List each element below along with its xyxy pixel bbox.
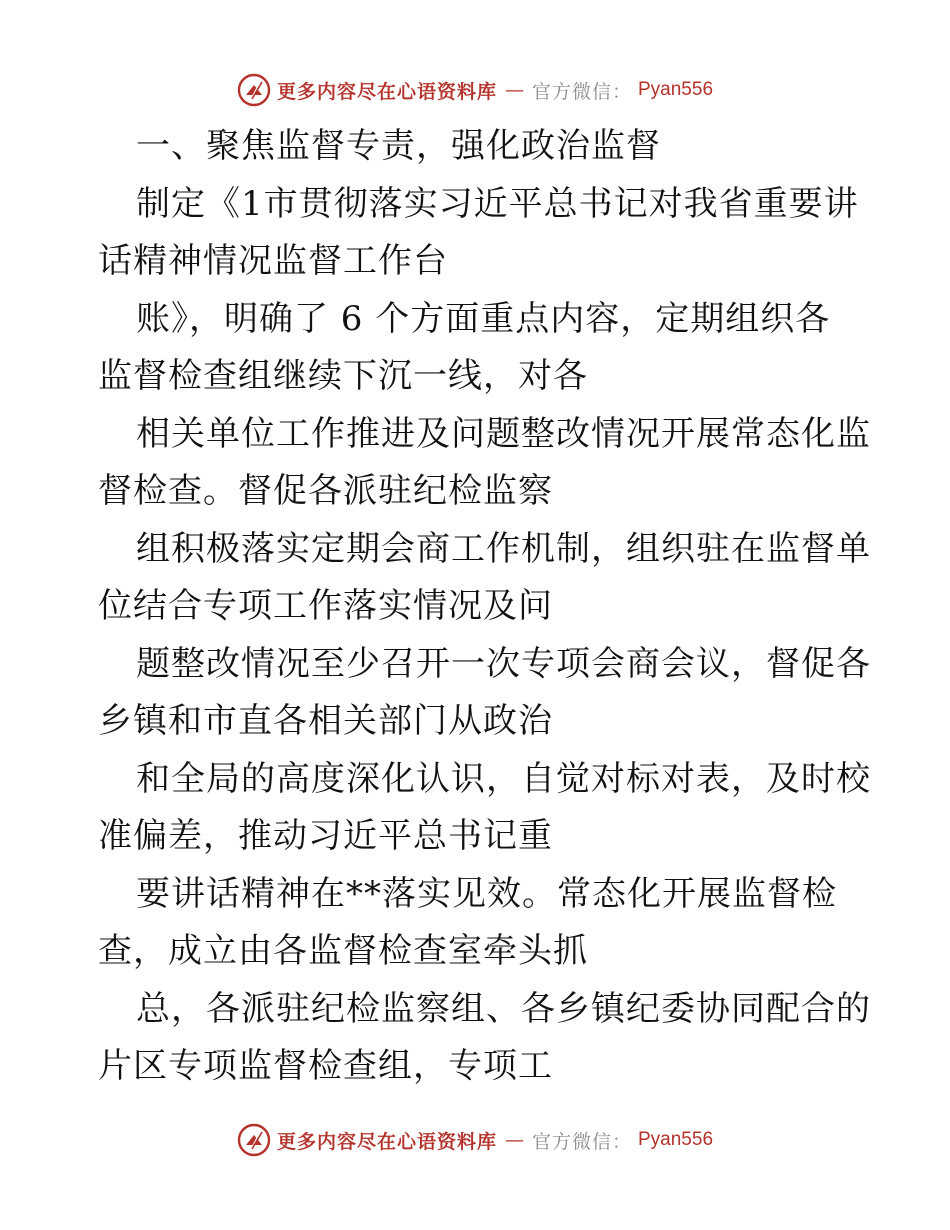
paragraph-line: 和全局的高度深化认识，自觉对标对表，及时校	[136, 758, 871, 799]
paragraph-line: 督检查。督促各派驻纪检监察	[98, 471, 553, 511]
document-body	[98, 118, 871, 1096]
paragraph-line: 相关单位工作推进及问题整改情况开展常态化监	[136, 413, 871, 454]
watermark-separator: —	[504, 1129, 524, 1151]
paragraph-line: 乡镇和市直各相关部门从政治	[98, 701, 553, 741]
watermark-account: Pyan556	[638, 1129, 714, 1150]
watermark-contact-label: 官方微信：	[531, 1130, 632, 1153]
book-quill-icon	[237, 1123, 271, 1157]
paragraph-line: 组积极落实定期会商工作机制，组织驻在监督单	[136, 528, 871, 569]
paragraph-line: 账》，明确了 6 个方面重点内容，定期组织各	[136, 298, 831, 339]
paragraph-line: 监督检查组继续下沉一线，对各	[98, 356, 588, 396]
watermark-brand: 更多内容尽在心语资料库	[276, 1130, 497, 1153]
paragraph-line: 位结合专项工作落实情况及问	[98, 586, 553, 626]
paragraph-line: 片区专项监督检查组，专项工	[98, 1046, 553, 1086]
paragraph-line: 准偏差，推动习近平总书记重	[98, 816, 553, 856]
paragraph-line: 制定《1市贯彻落实习近平总书记对我省重要讲	[136, 183, 859, 224]
paragraph-line: 要讲话精神在**落实见效。常态化开展监督检	[136, 873, 837, 914]
book-quill-icon	[237, 73, 271, 107]
watermark-banner-bottom	[0, 1120, 950, 1160]
watermark-account: Pyan556	[638, 79, 714, 100]
watermark-banner-top	[0, 70, 950, 110]
paragraph-line: 查，成立由各监督检查室牵头抓	[98, 931, 588, 971]
section-heading: 一、聚焦监督专责，强化政治监督	[136, 126, 661, 166]
paragraph-line: 总，各派驻纪检监察组、各乡镇纪委协同配合的	[136, 988, 871, 1029]
paragraph-line: 话精神情况监督工作台	[98, 241, 448, 281]
watermark-brand: 更多内容尽在心语资料库	[276, 80, 497, 103]
watermark-contact-label: 官方微信：	[531, 80, 632, 103]
paragraph-line: 题整改情况至少召开一次专项会商会议，督促各	[136, 643, 871, 684]
watermark-separator: —	[504, 79, 524, 101]
